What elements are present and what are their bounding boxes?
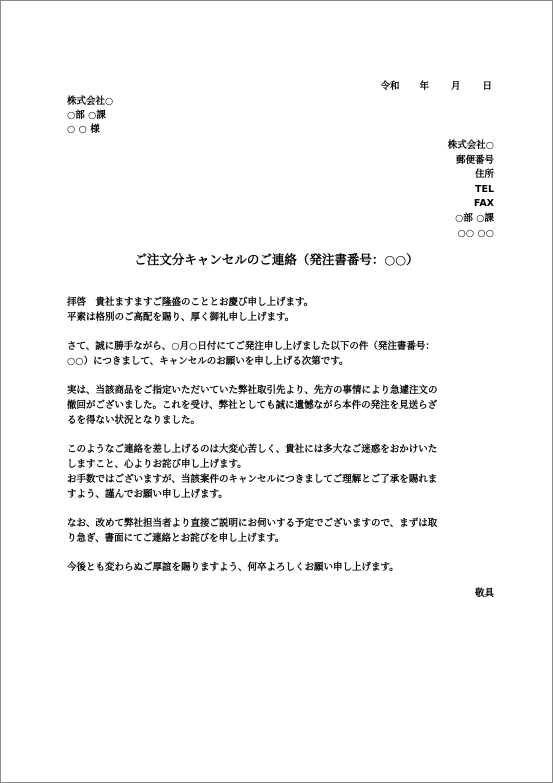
date-year: 年 — [419, 81, 429, 92]
paragraph-reason — [67, 386, 497, 431]
recipient-name: ○ ○ 様 — [67, 124, 100, 135]
body-line: なお、改めて弊社担当者より直接ご説明にお伺いする予定でございますので、まずは取 — [67, 518, 438, 529]
body-line: さて、誠に勝手ながら、○月○日付にてご発注申し上げました以下の件（発注書番号： — [67, 341, 435, 352]
body-line: ○○）につきまして、キャンセルのお願いを申し上げる次第です。 — [67, 356, 349, 367]
letter-body — [67, 298, 497, 592]
body-line: 平素は格別のご高配を賜り、厚く御礼申し上げます。 — [67, 312, 295, 323]
sender-tel: TEL — [474, 183, 494, 195]
sender-postal: 郵便番号 — [455, 154, 494, 166]
paragraph-greeting — [67, 298, 497, 328]
body-line: 今後とも変わらぬご厚誼を賜りますよう、何卒よろしくお願い申し上げます。 — [67, 562, 399, 573]
paragraph-request — [67, 342, 497, 372]
paragraph-closing-remark — [67, 563, 497, 578]
date-line — [380, 82, 492, 92]
recipient-company: 株式会社○ — [67, 96, 114, 107]
date-era: 令和 — [380, 81, 400, 92]
sender-department: ○部 ○課 — [455, 212, 494, 224]
body-line: お手数ではございますが、当該案件のキャンセルにつきましてご理解とご了承を賜れま — [67, 474, 438, 485]
body-line: すよう、謹んでお願い申し上げます。 — [67, 489, 228, 500]
sender-block — [448, 141, 494, 243]
body-line: 拝啓 貴社ますますご隆盛のこととお慶び申し上げます。 — [67, 297, 314, 308]
recipient-block — [67, 97, 113, 139]
body-line: 撤回がございました。これを受け、弊社としても誠に遺憾ながら本件の発注を見送らざ — [67, 400, 438, 411]
body-line: り急ぎ、書面にてご連絡とお詫びを申し上げます。 — [67, 533, 285, 544]
date-day: 日 — [482, 81, 492, 92]
body-line: るを得ない状況となりました。 — [67, 415, 201, 426]
recipient-department: ○部 ○課 — [67, 110, 106, 121]
body-line: しますこと、心よりお詫び申し上げます。 — [67, 459, 247, 470]
document-title: ご注文分キャンセルのご連絡（発注書番号：○○） — [134, 252, 419, 267]
sender-fax: FAX — [473, 198, 494, 210]
sender-company: 株式会社○ — [447, 140, 494, 151]
paragraph-followup — [67, 519, 497, 549]
date-month: 月 — [450, 81, 461, 92]
closing-word: 敬具 — [474, 588, 494, 599]
sender-name: ○○ ○○ — [457, 227, 494, 239]
paragraph-apology — [67, 445, 497, 505]
sender-address: 住所 — [474, 169, 494, 181]
body-line: このようなご連絡を差し上げるのは大変心苦しく、貴社には多大なご迷惑をおかけいた — [67, 444, 438, 455]
body-line: 実は、当該商品をご指定いただいていた弊社取引先より、先方の事情により急遽注文の — [67, 385, 438, 396]
